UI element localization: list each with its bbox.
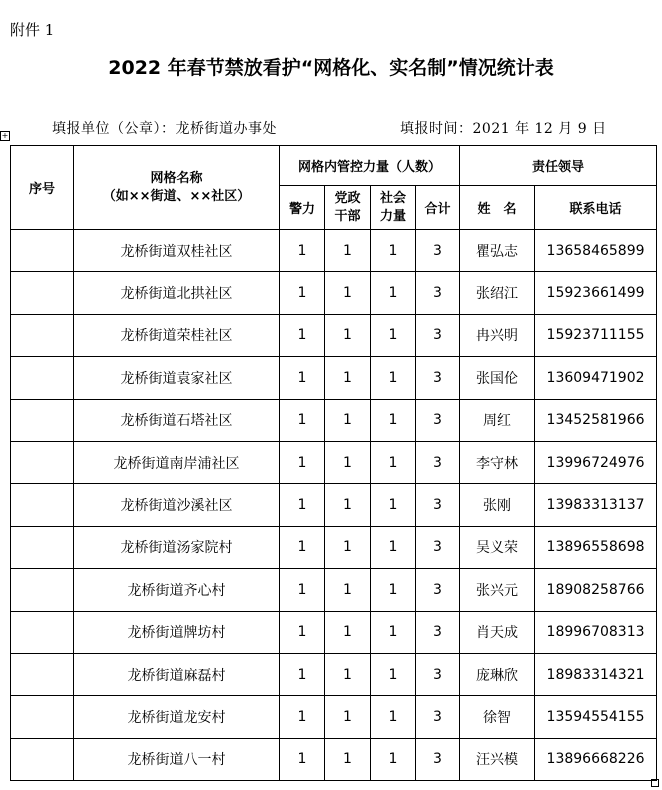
header-force-group: 网格内管控力量（人数） [280,146,460,186]
cell-seq [11,653,74,695]
cell-leader: 张兴元 [460,569,535,611]
header-party-line1: 党政 [334,190,361,206]
cell-phone: 13452581966 [535,399,657,441]
cell-social: 1 [371,611,416,653]
cell-social: 1 [371,526,416,568]
cell-phone: 15923711155 [535,314,657,356]
cell-party: 1 [325,272,371,314]
header-party [325,186,371,230]
cell-total: 3 [416,526,460,568]
cell-party: 1 [325,738,371,780]
resize-handle-icon[interactable] [651,779,659,787]
fill-unit: 填报单位（公章）：龙桥街道办事处 [52,121,277,137]
table-row [11,357,657,399]
cell-grid: 龙桥街道双桂社区 [74,230,280,272]
cell-phone: 13983313137 [535,484,657,526]
cell-total: 3 [416,653,460,695]
statistics-table [10,145,657,781]
table-row [11,696,657,738]
cell-phone: 18996708313 [535,611,657,653]
cell-phone: 13658465899 [535,230,657,272]
cell-social: 1 [371,569,416,611]
cell-total: 3 [416,314,460,356]
cell-phone: 13896668226 [535,738,657,780]
cell-leader: 张绍江 [460,272,535,314]
cell-leader: 肖天成 [460,611,535,653]
cell-grid: 龙桥街道南岸浦社区 [74,441,280,483]
cell-party: 1 [325,314,371,356]
header-phone: 联系电话 [535,186,657,230]
cell-grid: 龙桥街道荣桂社区 [74,314,280,356]
cell-seq [11,484,74,526]
cell-grid: 龙桥街道八一村 [74,738,280,780]
cell-police: 1 [280,696,325,738]
cell-police: 1 [280,441,325,483]
header-social-line1: 社会 [379,190,406,206]
cell-grid: 龙桥街道沙溪社区 [74,484,280,526]
cell-social: 1 [371,399,416,441]
table-row [11,653,657,695]
table-row [11,399,657,441]
cell-seq [11,399,74,441]
cell-police: 1 [280,611,325,653]
cell-phone: 13594554155 [535,696,657,738]
cell-police: 1 [280,272,325,314]
table-row [11,272,657,314]
cell-party: 1 [325,526,371,568]
cell-total: 3 [416,272,460,314]
cell-police: 1 [280,569,325,611]
cell-grid: 龙桥街道袁家社区 [74,357,280,399]
cell-seq [11,526,74,568]
header-seq: 序号 [11,146,74,230]
cell-party: 1 [325,484,371,526]
cell-phone: 18983314321 [535,653,657,695]
cell-total: 3 [416,611,460,653]
cell-total: 3 [416,357,460,399]
header-social-line2: 力量 [379,208,406,224]
cell-police: 1 [280,357,325,399]
cell-seq [11,357,74,399]
cell-total: 3 [416,441,460,483]
cell-phone: 18908258766 [535,569,657,611]
cell-seq [11,272,74,314]
cell-social: 1 [371,357,416,399]
cell-leader: 瞿弘志 [460,230,535,272]
table-row [11,441,657,483]
table-body [11,230,657,781]
cell-total: 3 [416,399,460,441]
table-row [11,314,657,356]
header-grid-name-line2: （如××街道、××社区） [102,188,251,204]
cell-police: 1 [280,399,325,441]
cell-seq [11,441,74,483]
cell-seq [11,696,74,738]
header-party-line2: 干部 [334,208,361,224]
cell-phone: 13896558698 [535,526,657,568]
cell-phone: 15923661499 [535,272,657,314]
cell-leader: 吴义荣 [460,526,535,568]
attachment-label: 附件 1 [10,21,55,39]
cell-grid: 龙桥街道牌坊村 [74,611,280,653]
cell-grid: 龙桥街道齐心村 [74,569,280,611]
cell-police: 1 [280,314,325,356]
cell-social: 1 [371,653,416,695]
cell-phone: 13609471902 [535,357,657,399]
cell-social: 1 [371,314,416,356]
cell-social: 1 [371,272,416,314]
table-anchor-icon[interactable]: + [1,131,9,140]
cell-party: 1 [325,611,371,653]
cell-party: 1 [325,696,371,738]
cell-social: 1 [371,441,416,483]
table-row [11,484,657,526]
cell-police: 1 [280,484,325,526]
cell-leader: 周红 [460,399,535,441]
table-row [11,738,657,780]
header-leader-name: 姓 名 [460,186,535,230]
cell-leader: 庞琳欣 [460,653,535,695]
cell-party: 1 [325,357,371,399]
cell-police: 1 [280,738,325,780]
cell-seq [11,314,74,356]
header-social [371,186,416,230]
cell-social: 1 [371,230,416,272]
header-grid-name [74,146,280,230]
cell-social: 1 [371,484,416,526]
table-row [11,569,657,611]
document-title: 2022 年春节禁放看护“网格化、实名制”情况统计表 [108,57,554,79]
cell-seq [11,569,74,611]
cell-party: 1 [325,653,371,695]
cell-grid: 龙桥街道龙安村 [74,696,280,738]
cell-seq [11,611,74,653]
cell-total: 3 [416,569,460,611]
cell-leader: 李守林 [460,441,535,483]
cell-seq [11,230,74,272]
cell-total: 3 [416,230,460,272]
cell-leader: 张国伦 [460,357,535,399]
cell-party: 1 [325,441,371,483]
header-total: 合计 [416,186,460,230]
cell-social: 1 [371,738,416,780]
cell-grid: 龙桥街道北拱社区 [74,272,280,314]
cell-total: 3 [416,484,460,526]
cell-seq [11,738,74,780]
cell-party: 1 [325,230,371,272]
cell-grid: 龙桥街道汤家院村 [74,526,280,568]
cell-leader: 汪兴模 [460,738,535,780]
table-row [11,230,657,272]
cell-leader: 张刚 [460,484,535,526]
cell-police: 1 [280,653,325,695]
cell-leader: 冉兴明 [460,314,535,356]
fill-time: 填报时间：2021 年 12 月 9 日 [400,121,607,137]
table-row [11,526,657,568]
cell-police: 1 [280,230,325,272]
cell-police: 1 [280,526,325,568]
cell-grid: 龙桥街道麻磊村 [74,653,280,695]
cell-leader: 徐智 [460,696,535,738]
cell-party: 1 [325,569,371,611]
header-grid-name-line1: 网格名称 [150,170,203,186]
cell-phone: 13996724976 [535,441,657,483]
cell-social: 1 [371,696,416,738]
cell-total: 3 [416,696,460,738]
cell-total: 3 [416,738,460,780]
header-police: 警力 [280,186,325,230]
header-leader-group: 责任领导 [460,146,657,186]
table-row [11,611,657,653]
cell-party: 1 [325,399,371,441]
cell-grid: 龙桥街道石塔社区 [74,399,280,441]
